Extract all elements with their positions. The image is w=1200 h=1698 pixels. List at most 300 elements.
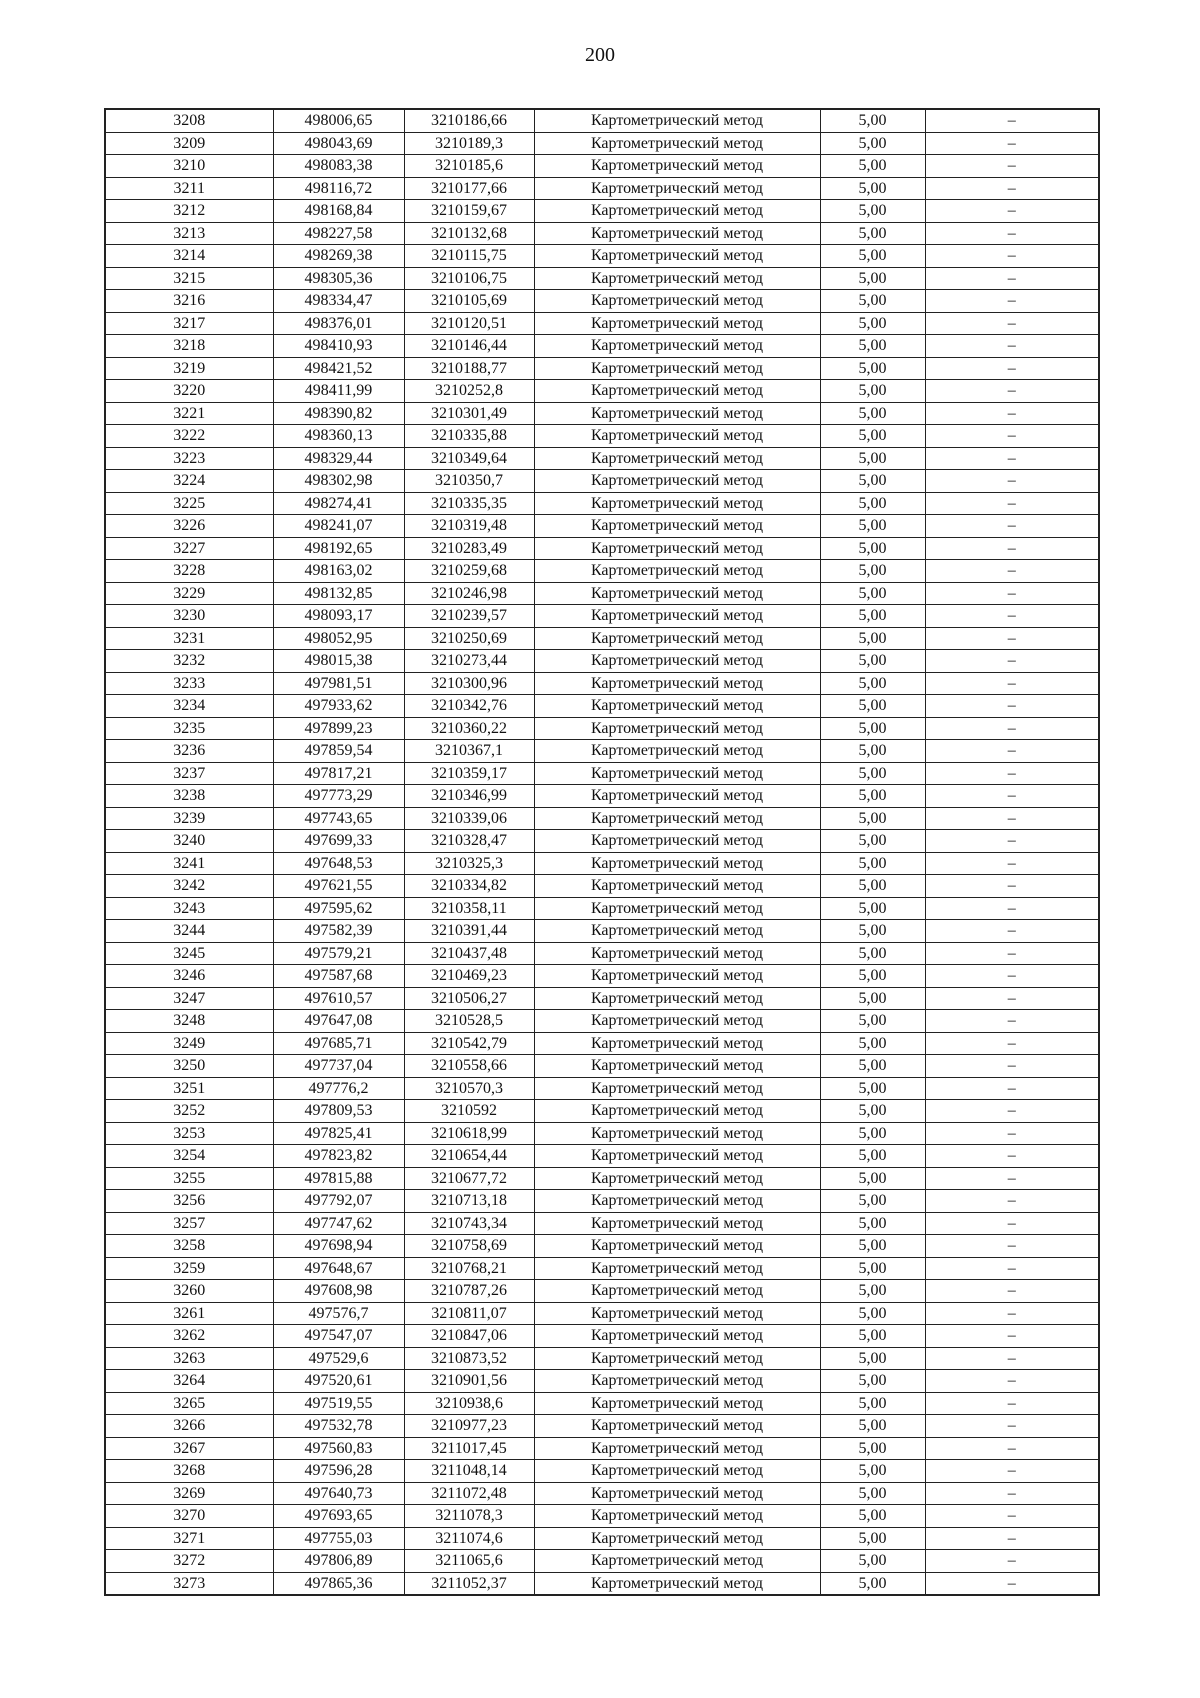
method-cell: Картометрический метод <box>534 1325 820 1348</box>
note-cell: – <box>925 627 1099 650</box>
point-number-cell: 3262 <box>105 1325 273 1348</box>
note-cell: – <box>925 650 1099 673</box>
y-coordinate-cell: 3210787,26 <box>404 1280 534 1303</box>
accuracy-cell: 5,00 <box>820 807 925 830</box>
method-cell: Картометрический метод <box>534 1190 820 1213</box>
point-number-cell: 3209 <box>105 132 273 155</box>
note-cell: – <box>925 1527 1099 1550</box>
table-row <box>105 965 1099 988</box>
table-row <box>105 1257 1099 1280</box>
method-cell: Картометрический метод <box>534 1235 820 1258</box>
method-cell: Картометрический метод <box>534 807 820 830</box>
table-row <box>105 267 1099 290</box>
note-cell: – <box>925 807 1099 830</box>
point-number-cell: 3241 <box>105 852 273 875</box>
note-cell: – <box>925 582 1099 605</box>
y-coordinate-cell: 3210106,75 <box>404 267 534 290</box>
accuracy-cell: 5,00 <box>820 245 925 268</box>
table-row <box>105 1347 1099 1370</box>
y-coordinate-cell: 3210558,66 <box>404 1055 534 1078</box>
y-coordinate-cell: 3210349,64 <box>404 447 534 470</box>
accuracy-cell: 5,00 <box>820 1010 925 1033</box>
method-cell: Картометрический метод <box>534 920 820 943</box>
y-coordinate-cell: 3210252,8 <box>404 380 534 403</box>
y-coordinate-cell: 3210246,98 <box>404 582 534 605</box>
table-row <box>105 1055 1099 1078</box>
point-number-cell: 3248 <box>105 1010 273 1033</box>
y-coordinate-cell: 3211074,6 <box>404 1527 534 1550</box>
table-row <box>105 222 1099 245</box>
table-row <box>105 1302 1099 1325</box>
note-cell: – <box>925 740 1099 763</box>
y-coordinate-cell: 3210146,44 <box>404 335 534 358</box>
y-coordinate-cell: 3210105,69 <box>404 290 534 313</box>
point-number-cell: 3227 <box>105 537 273 560</box>
method-cell: Картометрический метод <box>534 537 820 560</box>
note-cell: – <box>925 335 1099 358</box>
x-coordinate-cell: 498410,93 <box>273 335 404 358</box>
y-coordinate-cell: 3210132,68 <box>404 222 534 245</box>
point-number-cell: 3213 <box>105 222 273 245</box>
y-coordinate-cell: 3210177,66 <box>404 177 534 200</box>
x-coordinate-cell: 498192,65 <box>273 537 404 560</box>
accuracy-cell: 5,00 <box>820 1122 925 1145</box>
table-row <box>105 380 1099 403</box>
table-row <box>105 1122 1099 1145</box>
method-cell: Картометрический метод <box>534 1145 820 1168</box>
note-cell: – <box>925 605 1099 628</box>
x-coordinate-cell: 498043,69 <box>273 132 404 155</box>
x-coordinate-cell: 497587,68 <box>273 965 404 988</box>
accuracy-cell: 5,00 <box>820 852 925 875</box>
table-row <box>105 1235 1099 1258</box>
y-coordinate-cell: 3211017,45 <box>404 1437 534 1460</box>
table-row <box>105 650 1099 673</box>
accuracy-cell: 5,00 <box>820 492 925 515</box>
method-cell: Картометрический метод <box>534 762 820 785</box>
coordinates-table-body <box>105 109 1099 1595</box>
accuracy-cell: 5,00 <box>820 402 925 425</box>
accuracy-cell: 5,00 <box>820 515 925 538</box>
method-cell: Картометрический метод <box>534 785 820 808</box>
point-number-cell: 3252 <box>105 1100 273 1123</box>
accuracy-cell: 5,00 <box>820 1482 925 1505</box>
accuracy-cell: 5,00 <box>820 1550 925 1573</box>
table-row <box>105 312 1099 335</box>
y-coordinate-cell: 3210977,23 <box>404 1415 534 1438</box>
point-number-cell: 3215 <box>105 267 273 290</box>
y-coordinate-cell: 3210239,57 <box>404 605 534 628</box>
note-cell: – <box>925 1167 1099 1190</box>
method-cell: Картометрический метод <box>534 1347 820 1370</box>
note-cell: – <box>925 290 1099 313</box>
table-row <box>105 1437 1099 1460</box>
accuracy-cell: 5,00 <box>820 1572 925 1595</box>
table-row <box>105 627 1099 650</box>
accuracy-cell: 5,00 <box>820 875 925 898</box>
method-cell: Картометрический метод <box>534 1280 820 1303</box>
method-cell: Картометрический метод <box>534 515 820 538</box>
accuracy-cell: 5,00 <box>820 1392 925 1415</box>
accuracy-cell: 5,00 <box>820 740 925 763</box>
table-row <box>105 1010 1099 1033</box>
x-coordinate-cell: 497809,53 <box>273 1100 404 1123</box>
accuracy-cell: 5,00 <box>820 897 925 920</box>
point-number-cell: 3271 <box>105 1527 273 1550</box>
note-cell: – <box>925 1572 1099 1595</box>
x-coordinate-cell: 497519,55 <box>273 1392 404 1415</box>
point-number-cell: 3254 <box>105 1145 273 1168</box>
x-coordinate-cell: 497685,71 <box>273 1032 404 1055</box>
accuracy-cell: 5,00 <box>820 425 925 448</box>
note-cell: – <box>925 1190 1099 1213</box>
y-coordinate-cell: 3210301,49 <box>404 402 534 425</box>
x-coordinate-cell: 498168,84 <box>273 200 404 223</box>
point-number-cell: 3236 <box>105 740 273 763</box>
y-coordinate-cell: 3210120,51 <box>404 312 534 335</box>
x-coordinate-cell: 497520,61 <box>273 1370 404 1393</box>
table-row <box>105 785 1099 808</box>
y-coordinate-cell: 3210713,18 <box>404 1190 534 1213</box>
method-cell: Картометрический метод <box>534 987 820 1010</box>
x-coordinate-cell: 498052,95 <box>273 627 404 650</box>
note-cell: – <box>925 965 1099 988</box>
point-number-cell: 3214 <box>105 245 273 268</box>
method-cell: Картометрический метод <box>534 1100 820 1123</box>
table-row <box>105 1550 1099 1573</box>
y-coordinate-cell: 3210189,3 <box>404 132 534 155</box>
point-number-cell: 3216 <box>105 290 273 313</box>
x-coordinate-cell: 497743,65 <box>273 807 404 830</box>
table-row <box>105 852 1099 875</box>
y-coordinate-cell: 3210359,17 <box>404 762 534 785</box>
y-coordinate-cell: 3210159,67 <box>404 200 534 223</box>
x-coordinate-cell: 497547,07 <box>273 1325 404 1348</box>
point-number-cell: 3250 <box>105 1055 273 1078</box>
x-coordinate-cell: 497815,88 <box>273 1167 404 1190</box>
note-cell: – <box>925 830 1099 853</box>
table-row <box>105 1190 1099 1213</box>
point-number-cell: 3208 <box>105 109 273 132</box>
x-coordinate-cell: 497560,83 <box>273 1437 404 1460</box>
method-cell: Картометрический метод <box>534 1077 820 1100</box>
method-cell: Картометрический метод <box>534 875 820 898</box>
point-number-cell: 3231 <box>105 627 273 650</box>
x-coordinate-cell: 498163,02 <box>273 560 404 583</box>
y-coordinate-cell: 3211048,14 <box>404 1460 534 1483</box>
x-coordinate-cell: 498390,82 <box>273 402 404 425</box>
x-coordinate-cell: 497532,78 <box>273 1415 404 1438</box>
x-coordinate-cell: 497576,7 <box>273 1302 404 1325</box>
y-coordinate-cell: 3210350,7 <box>404 470 534 493</box>
accuracy-cell: 5,00 <box>820 290 925 313</box>
method-cell: Картометрический метод <box>534 1032 820 1055</box>
method-cell: Картометрический метод <box>534 627 820 650</box>
table-row <box>105 1370 1099 1393</box>
point-number-cell: 3242 <box>105 875 273 898</box>
note-cell: – <box>925 109 1099 132</box>
point-number-cell: 3220 <box>105 380 273 403</box>
note-cell: – <box>925 155 1099 178</box>
table-row <box>105 1482 1099 1505</box>
table-row <box>105 762 1099 785</box>
accuracy-cell: 5,00 <box>820 1055 925 1078</box>
accuracy-cell: 5,00 <box>820 1235 925 1258</box>
point-number-cell: 3270 <box>105 1505 273 1528</box>
note-cell: – <box>925 492 1099 515</box>
point-number-cell: 3229 <box>105 582 273 605</box>
x-coordinate-cell: 498274,41 <box>273 492 404 515</box>
accuracy-cell: 5,00 <box>820 1032 925 1055</box>
method-cell: Картометрический метод <box>534 1572 820 1595</box>
point-number-cell: 3224 <box>105 470 273 493</box>
note-cell: – <box>925 1122 1099 1145</box>
method-cell: Картометрический метод <box>534 1415 820 1438</box>
point-number-cell: 3265 <box>105 1392 273 1415</box>
note-cell: – <box>925 132 1099 155</box>
table-row <box>105 1572 1099 1595</box>
table-row <box>105 717 1099 740</box>
method-cell: Картометрический метод <box>534 312 820 335</box>
method-cell: Картометрический метод <box>534 560 820 583</box>
point-number-cell: 3273 <box>105 1572 273 1595</box>
table-row <box>105 109 1099 132</box>
method-cell: Картометрический метод <box>534 1010 820 1033</box>
table-row <box>105 357 1099 380</box>
x-coordinate-cell: 498227,58 <box>273 222 404 245</box>
accuracy-cell: 5,00 <box>820 560 925 583</box>
x-coordinate-cell: 497596,28 <box>273 1460 404 1483</box>
note-cell: – <box>925 1550 1099 1573</box>
note-cell: – <box>925 1437 1099 1460</box>
point-number-cell: 3253 <box>105 1122 273 1145</box>
accuracy-cell: 5,00 <box>820 470 925 493</box>
point-number-cell: 3257 <box>105 1212 273 1235</box>
method-cell: Картометрический метод <box>534 245 820 268</box>
table-row <box>105 245 1099 268</box>
table-row <box>105 537 1099 560</box>
method-cell: Картометрический метод <box>534 155 820 178</box>
table-row <box>105 1392 1099 1415</box>
method-cell: Картометрический метод <box>534 109 820 132</box>
accuracy-cell: 5,00 <box>820 672 925 695</box>
table-row <box>105 515 1099 538</box>
table-row <box>105 1280 1099 1303</box>
x-coordinate-cell: 497647,08 <box>273 1010 404 1033</box>
x-coordinate-cell: 498411,99 <box>273 380 404 403</box>
table-row <box>105 740 1099 763</box>
point-number-cell: 3221 <box>105 402 273 425</box>
x-coordinate-cell: 497806,89 <box>273 1550 404 1573</box>
accuracy-cell: 5,00 <box>820 695 925 718</box>
table-row <box>105 560 1099 583</box>
point-number-cell: 3268 <box>105 1460 273 1483</box>
table-row <box>105 942 1099 965</box>
method-cell: Картометрический метод <box>534 582 820 605</box>
note-cell: – <box>925 312 1099 335</box>
note-cell: – <box>925 1032 1099 1055</box>
y-coordinate-cell: 3211072,48 <box>404 1482 534 1505</box>
table-row <box>105 920 1099 943</box>
method-cell: Картометрический метод <box>534 942 820 965</box>
accuracy-cell: 5,00 <box>820 1460 925 1483</box>
point-number-cell: 3258 <box>105 1235 273 1258</box>
point-number-cell: 3266 <box>105 1415 273 1438</box>
method-cell: Картометрический метод <box>534 605 820 628</box>
method-cell: Картометрический метод <box>534 1392 820 1415</box>
method-cell: Картометрический метод <box>534 335 820 358</box>
x-coordinate-cell: 497621,55 <box>273 875 404 898</box>
y-coordinate-cell: 3210743,34 <box>404 1212 534 1235</box>
x-coordinate-cell: 497595,62 <box>273 897 404 920</box>
accuracy-cell: 5,00 <box>820 605 925 628</box>
x-coordinate-cell: 497981,51 <box>273 672 404 695</box>
method-cell: Картометрический метод <box>534 425 820 448</box>
note-cell: – <box>925 717 1099 740</box>
method-cell: Картометрический метод <box>534 267 820 290</box>
method-cell: Картометрический метод <box>534 852 820 875</box>
note-cell: – <box>925 470 1099 493</box>
note-cell: – <box>925 1460 1099 1483</box>
point-number-cell: 3222 <box>105 425 273 448</box>
y-coordinate-cell: 3210391,44 <box>404 920 534 943</box>
point-number-cell: 3217 <box>105 312 273 335</box>
point-number-cell: 3261 <box>105 1302 273 1325</box>
x-coordinate-cell: 498132,85 <box>273 582 404 605</box>
table-row <box>105 582 1099 605</box>
y-coordinate-cell: 3210342,76 <box>404 695 534 718</box>
y-coordinate-cell: 3210319,48 <box>404 515 534 538</box>
note-cell: – <box>925 1010 1099 1033</box>
accuracy-cell: 5,00 <box>820 1505 925 1528</box>
y-coordinate-cell: 3211065,6 <box>404 1550 534 1573</box>
accuracy-cell: 5,00 <box>820 650 925 673</box>
note-cell: – <box>925 1100 1099 1123</box>
table-row <box>105 402 1099 425</box>
note-cell: – <box>925 1235 1099 1258</box>
y-coordinate-cell: 3210469,23 <box>404 965 534 988</box>
point-number-cell: 3230 <box>105 605 273 628</box>
note-cell: – <box>925 1505 1099 1528</box>
note-cell: – <box>925 245 1099 268</box>
x-coordinate-cell: 497640,73 <box>273 1482 404 1505</box>
accuracy-cell: 5,00 <box>820 1145 925 1168</box>
accuracy-cell: 5,00 <box>820 1167 925 1190</box>
note-cell: – <box>925 762 1099 785</box>
table-row <box>105 425 1099 448</box>
point-number-cell: 3212 <box>105 200 273 223</box>
x-coordinate-cell: 498241,07 <box>273 515 404 538</box>
method-cell: Картометрический метод <box>534 1482 820 1505</box>
accuracy-cell: 5,00 <box>820 537 925 560</box>
accuracy-cell: 5,00 <box>820 222 925 245</box>
accuracy-cell: 5,00 <box>820 920 925 943</box>
x-coordinate-cell: 498360,13 <box>273 425 404 448</box>
point-number-cell: 3233 <box>105 672 273 695</box>
table-row <box>105 1415 1099 1438</box>
y-coordinate-cell: 3210335,35 <box>404 492 534 515</box>
y-coordinate-cell: 3210677,72 <box>404 1167 534 1190</box>
y-coordinate-cell: 3210188,77 <box>404 357 534 380</box>
accuracy-cell: 5,00 <box>820 1257 925 1280</box>
y-coordinate-cell: 3211078,3 <box>404 1505 534 1528</box>
accuracy-cell: 5,00 <box>820 1190 925 1213</box>
x-coordinate-cell: 497825,41 <box>273 1122 404 1145</box>
method-cell: Картометрический метод <box>534 380 820 403</box>
table-row <box>105 470 1099 493</box>
point-number-cell: 3246 <box>105 965 273 988</box>
y-coordinate-cell: 3210335,88 <box>404 425 534 448</box>
x-coordinate-cell: 498376,01 <box>273 312 404 335</box>
method-cell: Картометрический метод <box>534 1437 820 1460</box>
table-row <box>105 605 1099 628</box>
accuracy-cell: 5,00 <box>820 357 925 380</box>
method-cell: Картометрический метод <box>534 965 820 988</box>
y-coordinate-cell: 3210367,1 <box>404 740 534 763</box>
accuracy-cell: 5,00 <box>820 1280 925 1303</box>
point-number-cell: 3255 <box>105 1167 273 1190</box>
table-row <box>105 875 1099 898</box>
method-cell: Картометрический метод <box>534 200 820 223</box>
x-coordinate-cell: 497773,29 <box>273 785 404 808</box>
table-row <box>105 177 1099 200</box>
table-row <box>105 1077 1099 1100</box>
point-number-cell: 3211 <box>105 177 273 200</box>
accuracy-cell: 5,00 <box>820 380 925 403</box>
point-number-cell: 3235 <box>105 717 273 740</box>
note-cell: – <box>925 1370 1099 1393</box>
method-cell: Картометрический метод <box>534 1302 820 1325</box>
note-cell: – <box>925 672 1099 695</box>
x-coordinate-cell: 497698,94 <box>273 1235 404 1258</box>
y-coordinate-cell: 3210358,11 <box>404 897 534 920</box>
note-cell: – <box>925 402 1099 425</box>
note-cell: – <box>925 515 1099 538</box>
note-cell: – <box>925 852 1099 875</box>
accuracy-cell: 5,00 <box>820 1325 925 1348</box>
y-coordinate-cell: 3210528,5 <box>404 1010 534 1033</box>
x-coordinate-cell: 497699,33 <box>273 830 404 853</box>
note-cell: – <box>925 447 1099 470</box>
accuracy-cell: 5,00 <box>820 1212 925 1235</box>
x-coordinate-cell: 497582,39 <box>273 920 404 943</box>
point-number-cell: 3249 <box>105 1032 273 1055</box>
x-coordinate-cell: 498015,38 <box>273 650 404 673</box>
y-coordinate-cell: 3210273,44 <box>404 650 534 673</box>
method-cell: Картометрический метод <box>534 222 820 245</box>
note-cell: – <box>925 897 1099 920</box>
method-cell: Картометрический метод <box>534 897 820 920</box>
accuracy-cell: 5,00 <box>820 582 925 605</box>
x-coordinate-cell: 498334,47 <box>273 290 404 313</box>
accuracy-cell: 5,00 <box>820 942 925 965</box>
method-cell: Картометрический метод <box>534 650 820 673</box>
point-number-cell: 3226 <box>105 515 273 538</box>
x-coordinate-cell: 498421,52 <box>273 357 404 380</box>
y-coordinate-cell: 3210346,99 <box>404 785 534 808</box>
y-coordinate-cell: 3210873,52 <box>404 1347 534 1370</box>
x-coordinate-cell: 498093,17 <box>273 605 404 628</box>
accuracy-cell: 5,00 <box>820 627 925 650</box>
x-coordinate-cell: 497648,53 <box>273 852 404 875</box>
y-coordinate-cell: 3210570,3 <box>404 1077 534 1100</box>
method-cell: Картометрический метод <box>534 672 820 695</box>
page-number: 200 <box>585 44 615 66</box>
table-row <box>105 987 1099 1010</box>
point-number-cell: 3210 <box>105 155 273 178</box>
y-coordinate-cell: 3210901,56 <box>404 1370 534 1393</box>
note-cell: – <box>925 1302 1099 1325</box>
